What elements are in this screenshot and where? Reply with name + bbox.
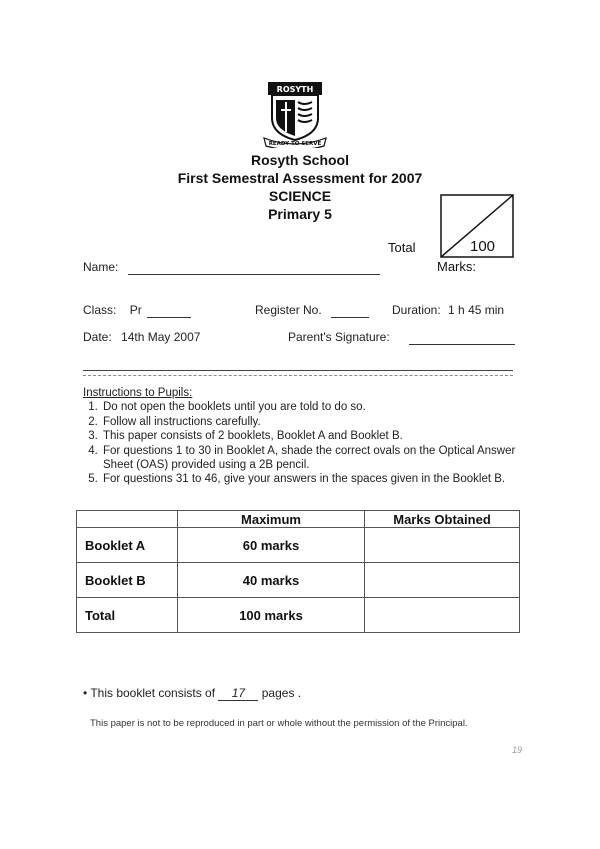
row-maximum: 100 marks <box>178 598 365 633</box>
row-maximum: 40 marks <box>178 563 365 598</box>
corner-mark: 19 <box>512 745 523 755</box>
instructions-title: Instructions to Pupils: <box>83 387 193 399</box>
name-label: Name: <box>83 260 119 274</box>
instructions-block <box>83 386 521 487</box>
instruction-item: 2. Follow all instructions carefully. <box>101 415 521 429</box>
total-marks-value: 100 <box>470 238 496 255</box>
duration-value: 1 h 45 min <box>448 303 505 317</box>
duration-field <box>392 303 504 317</box>
row-label: Booklet A <box>77 528 178 563</box>
page-count: 17 <box>218 686 258 701</box>
footer-notice: This paper is not to be reproduced in part or whole without the permission of the Principal. <box>90 718 468 729</box>
instruction-item: 4. For questions 1 to 30 in Booklet A, shade the correct ovals on the Optical Answer Sheet (OAS) provided using a 2B pencil. <box>101 444 521 473</box>
note-suffix: pages . <box>261 686 302 700</box>
register-field <box>255 303 369 318</box>
table-header-row <box>77 511 520 528</box>
register-label: Register No. <box>255 303 322 317</box>
instruction-item: 1. Do not open the booklets until you are told to do so. <box>101 400 521 414</box>
row-obtained[interactable] <box>365 598 520 633</box>
row-obtained[interactable] <box>365 563 520 598</box>
divider-rule <box>83 370 513 371</box>
bullet-icon: • <box>83 686 91 700</box>
marks-label: Marks: <box>437 259 476 274</box>
row-label: Booklet B <box>77 563 178 598</box>
row-label: Total <box>77 598 178 633</box>
signature-blank[interactable] <box>409 330 515 345</box>
class-value: Pr <box>129 303 142 317</box>
crest-name: ROSYTH <box>276 85 314 94</box>
date-value: 14th May 2007 <box>121 330 201 344</box>
table-header-maximum: Maximum <box>178 511 365 528</box>
table-header-obtained: Marks Obtained <box>365 511 520 528</box>
table-row <box>77 528 520 563</box>
signature-label: Parent's Signature: <box>288 330 390 344</box>
name-blank[interactable] <box>128 260 380 275</box>
signature-field <box>288 330 515 345</box>
table-header-blank <box>77 511 178 528</box>
duration-label: Duration: <box>392 303 441 317</box>
class-blank[interactable] <box>147 303 191 318</box>
name-field <box>83 260 380 275</box>
row-obtained[interactable] <box>365 528 520 563</box>
school-name: Rosyth School <box>250 152 349 168</box>
subject-title: SCIENCE <box>268 188 332 204</box>
assessment-title: First Semestral Assessment for 2007 <box>177 170 423 186</box>
class-field <box>83 303 191 318</box>
level-title: Primary 5 <box>268 206 332 222</box>
divider-rule-dashed <box>83 375 513 376</box>
marks-table <box>76 510 520 633</box>
row-maximum: 60 marks <box>178 528 365 563</box>
date-field <box>83 330 200 344</box>
note-prefix: This booklet consists of <box>90 686 216 700</box>
table-row <box>77 598 520 633</box>
table-row <box>77 563 520 598</box>
instructions-list <box>83 400 521 486</box>
class-label: Class: <box>83 303 117 317</box>
register-blank[interactable] <box>331 303 369 318</box>
date-label: Date: <box>83 330 112 344</box>
school-crest-logo <box>262 80 328 148</box>
page-count-note <box>83 686 301 701</box>
crest-motto: READY TO SERVE <box>268 141 322 147</box>
instruction-item: 5. For questions 31 to 46, give your answers in the spaces given in the Booklet B. <box>101 472 521 486</box>
instruction-item: 3. This paper consists of 2 booklets, Booklet A and Booklet B. <box>101 429 521 443</box>
total-label: Total <box>388 240 416 255</box>
